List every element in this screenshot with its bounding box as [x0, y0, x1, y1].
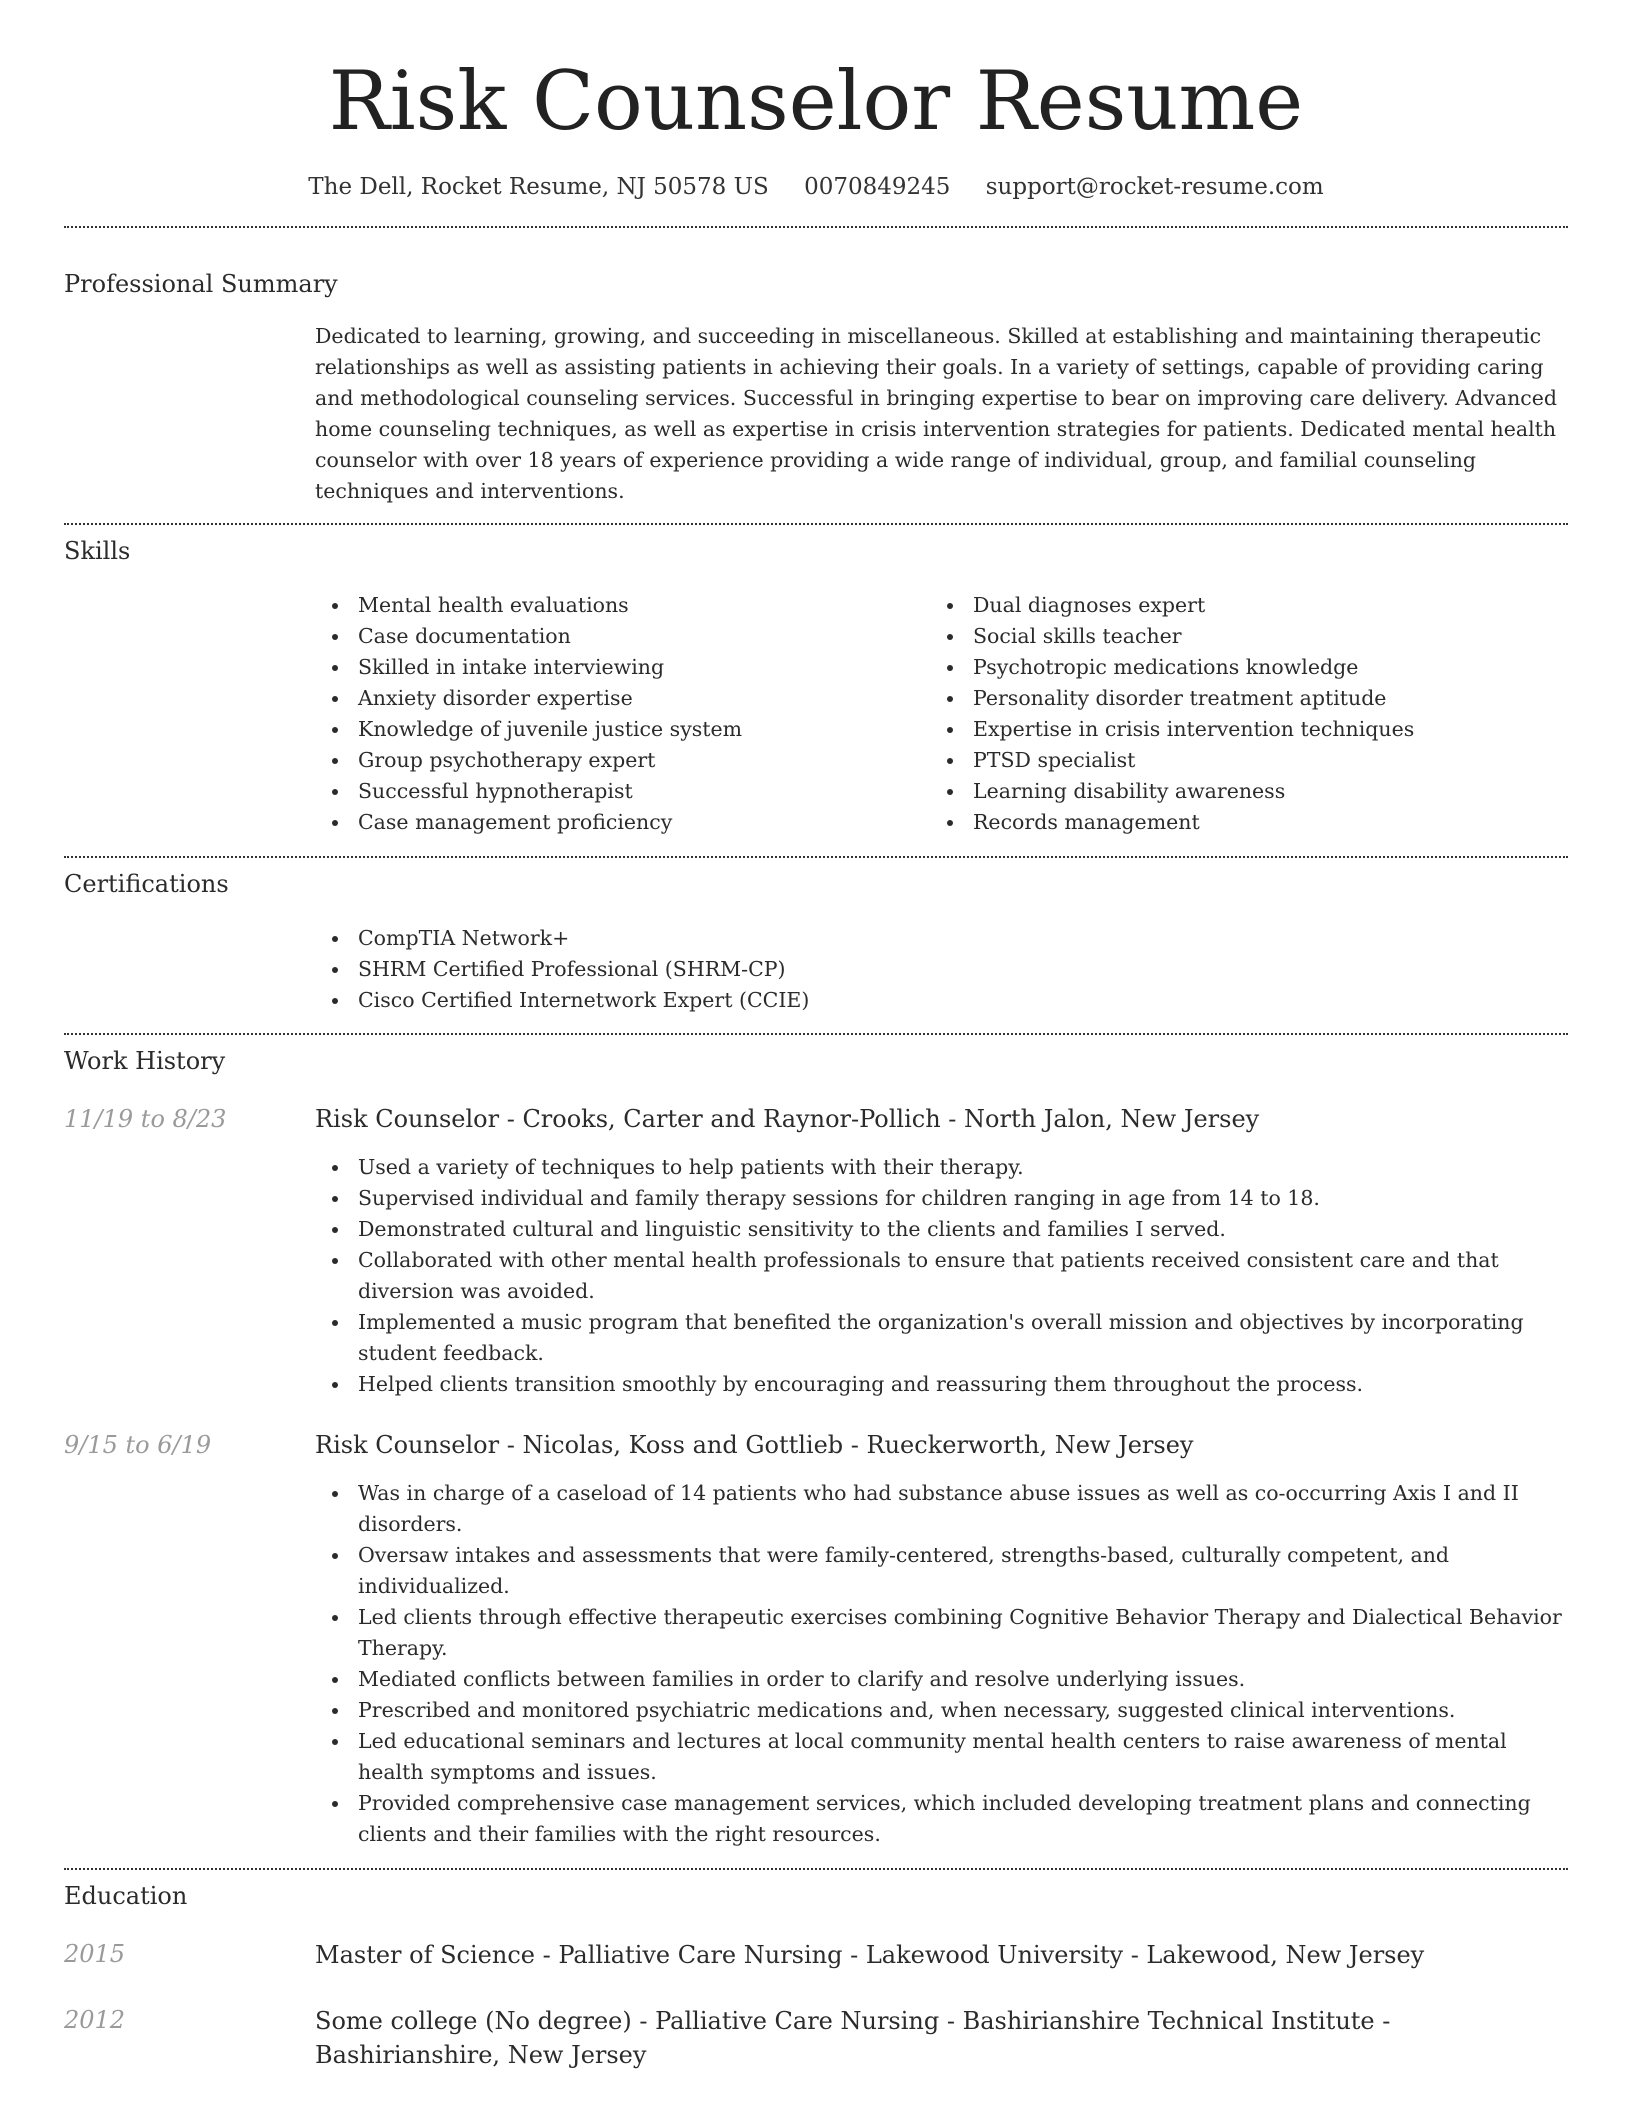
education-section — [64, 1880, 1568, 2072]
education-year: 2015 — [64, 1940, 126, 1968]
job-bullet: Implemented a music program that benefited the organization's overall mission and objectives by incorporating student feedback. — [315, 1307, 1568, 1369]
job-bullet: Demonstrated cultural and linguistic sensitivity to the clients and families I served. — [315, 1214, 1568, 1245]
skill-item: Learning disability awareness — [930, 776, 1545, 807]
skill-item: Skilled in intake interviewing — [315, 652, 930, 683]
skill-item: Personality disorder treatment aptitude — [930, 683, 1545, 714]
resume-title: Risk Counselor Resume — [328, 55, 1304, 149]
job-bullets — [315, 1152, 1568, 1400]
job-bullet: Collaborated with other mental health professionals to ensure that patients received consistent care and that diversion was avoided. — [315, 1245, 1568, 1307]
job-bullet: Led clients through effective therapeutic exercises combining Cognitive Behavior Therapy and Dialectical Behavior Therapy. — [315, 1602, 1568, 1664]
skill-item: Anxiety disorder expertise — [315, 683, 930, 714]
job-bullet: Helped clients transition smoothly by encouraging and reassuring them throughout the process. — [315, 1369, 1568, 1400]
work-heading: Work History — [64, 1047, 226, 1075]
contact-address: The Dell, Rocket Resume, NJ 50578 US — [308, 174, 769, 200]
skill-item: Mental health evaluations — [315, 590, 930, 621]
skills-list-right — [930, 590, 1545, 838]
skills-heading: Skills — [64, 537, 131, 565]
education-entry — [64, 2004, 1568, 2072]
skill-item: Group psychotherapy expert — [315, 745, 930, 776]
skill-item: Dual diagnoses expert — [930, 590, 1545, 621]
job-bullet: Supervised individual and family therapy sessions for children ranging in age from 14 to 18. — [315, 1183, 1568, 1214]
skill-item: Successful hypnotherapist — [315, 776, 930, 807]
skills-list-left — [315, 590, 930, 838]
certification-item: Cisco Certified Internetwork Expert (CCIE) — [315, 985, 1568, 1016]
education-year: 2012 — [64, 2006, 126, 2034]
contact-line — [64, 172, 1568, 202]
skills-section — [64, 535, 1568, 838]
divider — [64, 523, 1568, 525]
job-bullet: Oversaw intakes and assessments that were family-centered, strengths-based, culturally competent, and individualized. — [315, 1540, 1568, 1602]
job-entry — [64, 1429, 1568, 1850]
contact-phone: 0070849245 — [804, 174, 951, 200]
job-bullet: Mediated conflicts between families in order to clarify and resolve underlying issues. — [315, 1664, 1568, 1695]
job-dates: 9/15 to 6/19 — [64, 1431, 212, 1459]
education-entry — [64, 1938, 1568, 1972]
education-detail: Master of Science - Palliative Care Nursing - Lakewood University - Lakewood, New Jersey — [315, 1941, 1425, 1969]
skills-columns — [315, 590, 1568, 838]
divider — [64, 1033, 1568, 1035]
contact-email: support@rocket-resume.com — [985, 174, 1324, 200]
job-bullet: Was in charge of a caseload of 14 patients who had substance abuse issues as well as co-occurring Axis I and II disorders. — [315, 1478, 1568, 1540]
skill-item: Case management proficiency — [315, 807, 930, 838]
job-bullet: Provided comprehensive case management services, which included developing treatment plans and connecting clients and their families with the right resources. — [315, 1788, 1568, 1850]
certifications-list — [315, 923, 1568, 1016]
skill-item: Social skills teacher — [930, 621, 1545, 652]
resume-page — [64, 0, 1568, 2072]
skill-item: Case documentation — [315, 621, 930, 652]
summary-heading: Professional Summary — [64, 270, 338, 298]
skill-item: PTSD specialist — [930, 745, 1545, 776]
job-bullet: Prescribed and monitored psychiatric medications and, when necessary, suggested clinical interventions. — [315, 1695, 1568, 1726]
job-bullets — [315, 1478, 1568, 1850]
work-section — [64, 1045, 1568, 1850]
certification-item: CompTIA Network+ — [315, 923, 1568, 954]
skill-item: Psychotropic medications knowledge — [930, 652, 1545, 683]
job-header-row — [64, 1429, 1568, 1461]
education-heading: Education — [64, 1882, 188, 1910]
job-bullet: Used a variety of techniques to help patients with their therapy. — [315, 1152, 1568, 1183]
divider — [64, 856, 1568, 858]
skill-item: Knowledge of juvenile justice system — [315, 714, 930, 745]
summary-section — [64, 268, 1568, 507]
divider — [64, 1868, 1568, 1870]
job-title: Risk Counselor - Nicolas, Koss and Gottlieb - Rueckerworth, New Jersey — [315, 1431, 1194, 1459]
certification-item: SHRM Certified Professional (SHRM-CP) — [315, 954, 1568, 985]
job-entry — [64, 1103, 1568, 1400]
certifications-section — [64, 868, 1568, 1016]
certifications-heading: Certifications — [64, 870, 229, 898]
skill-item: Records management — [930, 807, 1545, 838]
divider — [64, 226, 1568, 228]
education-detail: Some college (No degree) - Palliative Care Nursing - Bashirianshire Technical Institute - Bashirianshire, New Jersey — [315, 2007, 1391, 2069]
job-dates: 11/19 to 8/23 — [64, 1105, 227, 1133]
job-header-row — [64, 1103, 1568, 1135]
skill-item: Expertise in crisis intervention techniques — [930, 714, 1545, 745]
summary-text: Dedicated to learning, growing, and succeeding in miscellaneous. Skilled at establishing and maintaining therapeutic relationships as well as assisting patients in achieving their goals. In a variety of settings, capable of providing caring and methodological counseling services. Successful in bringing expertise to bear on improving care delivery. Advanced home counseling techniques, as well as expertise in crisis intervention strategies for patients. Dedicated mental health counselor with over 18 years of experience providing a wide range of individual, group, and familial counseling techniques and interventions. — [315, 324, 1558, 503]
job-bullet: Led educational seminars and lectures at local community mental health centers to raise awareness of mental health symptoms and issues. — [315, 1726, 1568, 1788]
job-title: Risk Counselor - Crooks, Carter and Raynor-Pollich - North Jalon, New Jersey — [315, 1105, 1260, 1133]
